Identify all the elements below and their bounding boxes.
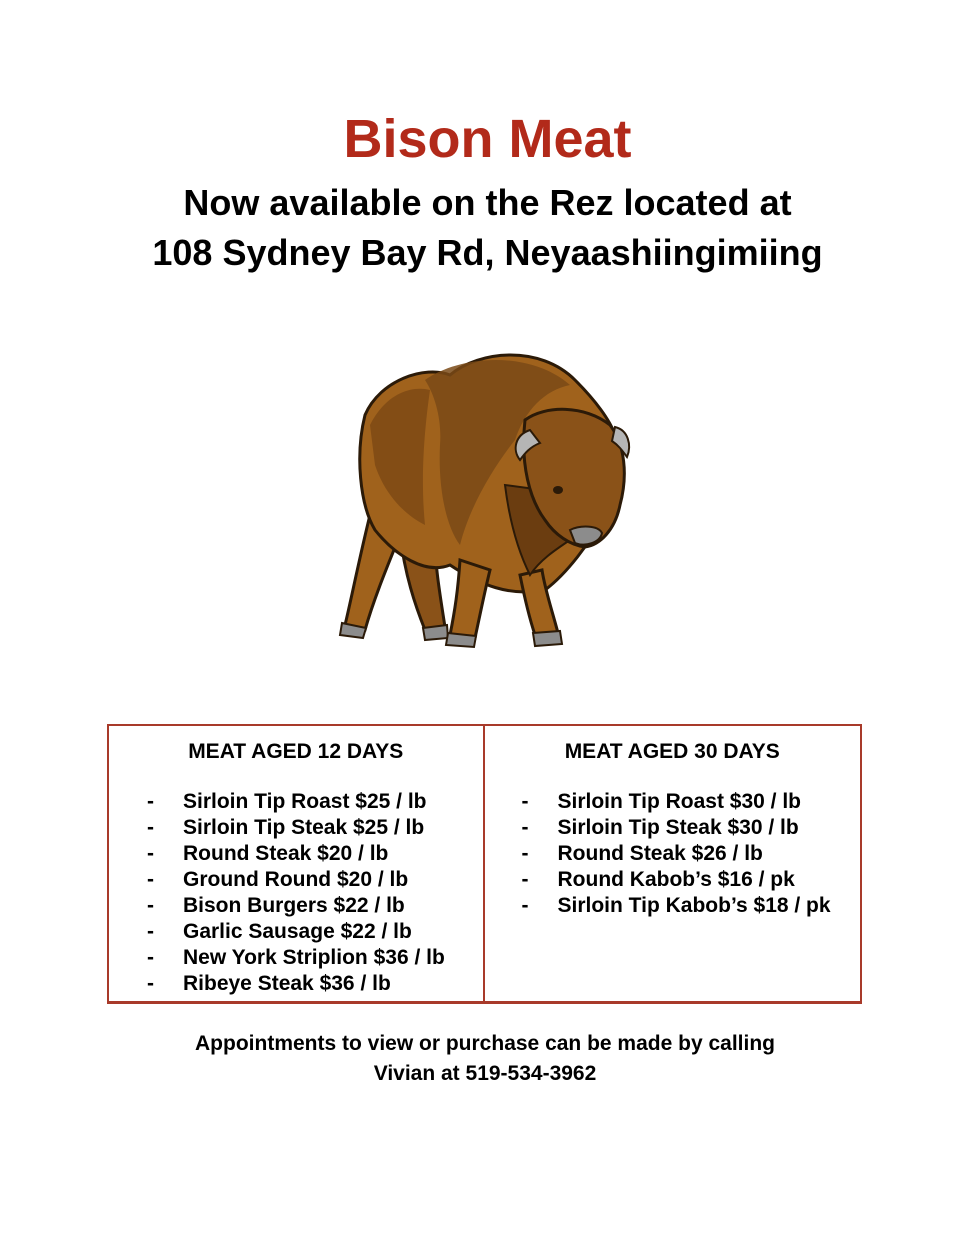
subtitle-line-1: Now available on the Rez located at	[183, 182, 792, 223]
list-item	[147, 789, 445, 815]
item-label: Round Steak $26 / lb	[557, 842, 763, 865]
list-item	[522, 867, 831, 893]
bullet-dash: -	[521, 868, 529, 891]
footer-appointments: Appointments to view or purchase can be made by calling	[195, 1032, 775, 1055]
item-label: Ground Round $20 / lb	[183, 868, 409, 891]
item-label: New York Striplion $36 / lb	[183, 946, 445, 969]
item-label: Garlic Sausage $22 / lb	[183, 920, 412, 943]
list-item	[147, 893, 445, 919]
bison-icon	[330, 335, 640, 660]
bullet-dash: -	[147, 920, 154, 943]
list-item	[147, 919, 445, 945]
list-item	[147, 841, 445, 867]
price-table	[107, 724, 862, 1004]
list-item	[522, 789, 831, 815]
item-label: Ribeye Steak $36 / lb	[183, 972, 391, 995]
price-list	[522, 789, 831, 919]
item-label: Sirloin Tip Kabob’s $18 / pk	[557, 894, 831, 917]
item-label: Round Steak $20 / lb	[183, 842, 389, 865]
bullet-dash: -	[147, 894, 154, 917]
list-item	[147, 971, 445, 997]
list-item	[147, 815, 445, 841]
bullet-dash: -	[147, 868, 154, 891]
subtitle-address: 108 Sydney Bay Rd, Neyaashiingimiing	[152, 232, 823, 273]
item-label: Sirloin Tip Roast $30 / lb	[557, 790, 801, 813]
item-label: Round Kabob’s $16 / pk	[557, 868, 795, 891]
bullet-dash: -	[521, 790, 529, 813]
list-item	[147, 867, 445, 893]
list-item	[147, 945, 445, 971]
list-item	[522, 841, 831, 867]
bullet-dash: -	[147, 972, 154, 995]
item-label: Bison Burgers $22 / lb	[183, 894, 405, 917]
column-header: MEAT AGED 30 DAYS	[564, 740, 780, 763]
bullet-dash: -	[147, 816, 154, 839]
footer-contact: Vivian at 519-534-3962	[373, 1062, 597, 1085]
bullet-dash: -	[521, 894, 529, 917]
column-header: MEAT AGED 12 DAYS	[188, 740, 404, 763]
aged-12-days-column	[109, 726, 485, 1001]
price-list	[147, 789, 445, 997]
bullet-dash: -	[521, 816, 529, 839]
item-label: Sirloin Tip Steak $25 / lb	[183, 816, 425, 839]
item-label: Sirloin Tip Steak $30 / lb	[557, 816, 799, 839]
item-label: Sirloin Tip Roast $25 / lb	[183, 790, 427, 813]
bullet-dash: -	[147, 946, 154, 969]
list-item	[522, 893, 831, 919]
page-title: Bison Meat	[343, 109, 632, 169]
list-item	[522, 815, 831, 841]
bullet-dash: -	[147, 790, 154, 813]
bullet-dash: -	[147, 842, 154, 865]
aged-30-days-column	[485, 726, 861, 1001]
bullet-dash: -	[521, 842, 529, 865]
